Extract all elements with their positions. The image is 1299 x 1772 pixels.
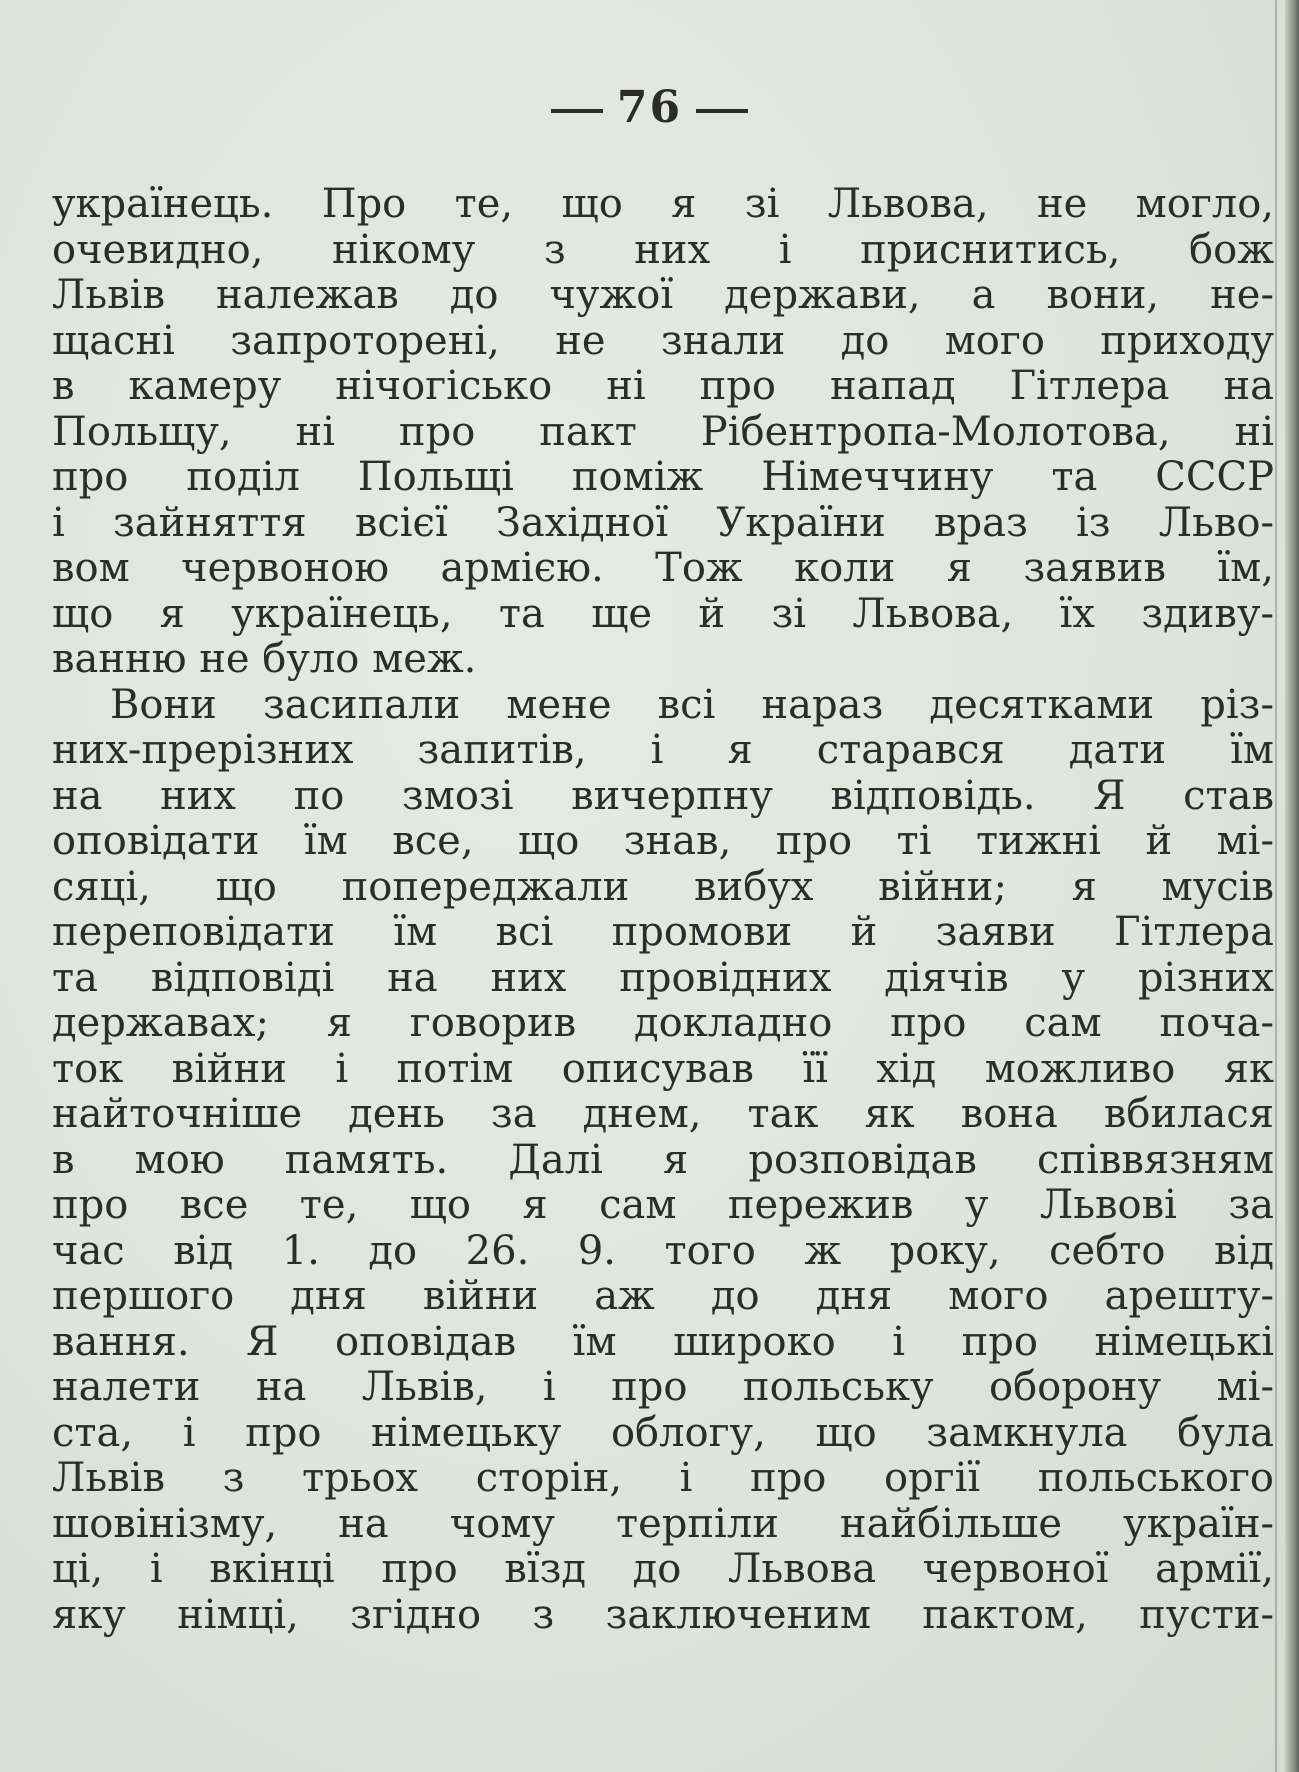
- page-number: 76: [616, 82, 683, 133]
- text-line: переповідати їм всі промови й заяви Гітлера: [52, 910, 1274, 955]
- text-line: найточніше день за днем, так як вона вбилася: [52, 1092, 1274, 1137]
- text-line: шовінізму, на чому терпіли найбільше україн-: [52, 1501, 1274, 1547]
- header-dash-right: [696, 109, 748, 113]
- text-line: ста, і про німецьку облогу, що замкнула була: [52, 1410, 1274, 1456]
- text-line: Львів з трьох сторін, і про оргії польського: [52, 1456, 1274, 1501]
- text-line: ток війни і потім описував її хід можливо як: [52, 1046, 1274, 1092]
- text-line: про все те, що я сам пережив у Львові за: [52, 1183, 1274, 1228]
- text-line: Польщу, ні про пакт Рібентропа-Молотова, ні: [52, 409, 1274, 455]
- text-line: та відповіді на них провідних діячів у різних: [52, 955, 1274, 1001]
- text-line: державах; я говорив докладно про сам поча-: [52, 1001, 1274, 1046]
- text-line: що я українець, та ще й зі Львова, їх здиву-: [52, 591, 1274, 637]
- text-line: на них по змозі вичерпну відповідь. Я став: [52, 773, 1274, 819]
- text-line: вання. Я оповідав їм широко і про німецькі: [52, 1319, 1274, 1365]
- book-gutter-shadow: [1285, 0, 1299, 1772]
- text-line: в камеру нічогісько ні про напад Гітлера на: [52, 364, 1274, 409]
- text-line: сяці, що попереджали вибух війни; я мусів: [52, 864, 1274, 910]
- text-line: час від 1. до 26. 9. того ж року, себто від: [52, 1228, 1274, 1274]
- text-line: і зайняття всієї Західної України враз із Льво-: [52, 500, 1274, 546]
- text-line: щасні запроторені, не знали до мого приходу: [52, 318, 1274, 364]
- text-line: українець. Про те, що я зі Львова, не могло,: [52, 182, 1274, 227]
- text-line: них-прерізних запитів, і я старався дати їм: [52, 728, 1274, 773]
- text-line: Вони засипали мене всі нараз десятками різ-: [110, 682, 1274, 728]
- header-dash-left: [551, 109, 603, 113]
- text-line: про поділ Польщі поміж Німеччину та СССР: [52, 455, 1274, 500]
- text-line: налети на Львів, і про польську оборону мі-: [52, 1365, 1274, 1410]
- page-header: [0, 82, 1299, 133]
- text-line: Львів належав до чужої держави, а вони, не-: [52, 273, 1274, 318]
- text-line: вом червоною армією. Тож коли я заявив їм,: [52, 546, 1274, 591]
- text-line: першого дня війни аж до дня мого арешту-: [52, 1274, 1274, 1319]
- text-line: очевидно, нікому з них і приснитись, бож: [52, 227, 1274, 273]
- text-line: яку німці, згідно з заключеним пактом, пусти-: [52, 1592, 1274, 1638]
- gutter-line: [1275, 0, 1277, 1772]
- text-line: в мою память. Далі я розповідав співвязням: [52, 1137, 1274, 1183]
- page-body-text: [52, 182, 1274, 1638]
- text-line: оповідати їм все, що знав, про ті тижні й мі-: [52, 819, 1274, 864]
- text-line: ванню не було меж.: [52, 637, 477, 682]
- text-line: ці, і вкінці про вїзд до Львова червоної армії,: [52, 1547, 1274, 1592]
